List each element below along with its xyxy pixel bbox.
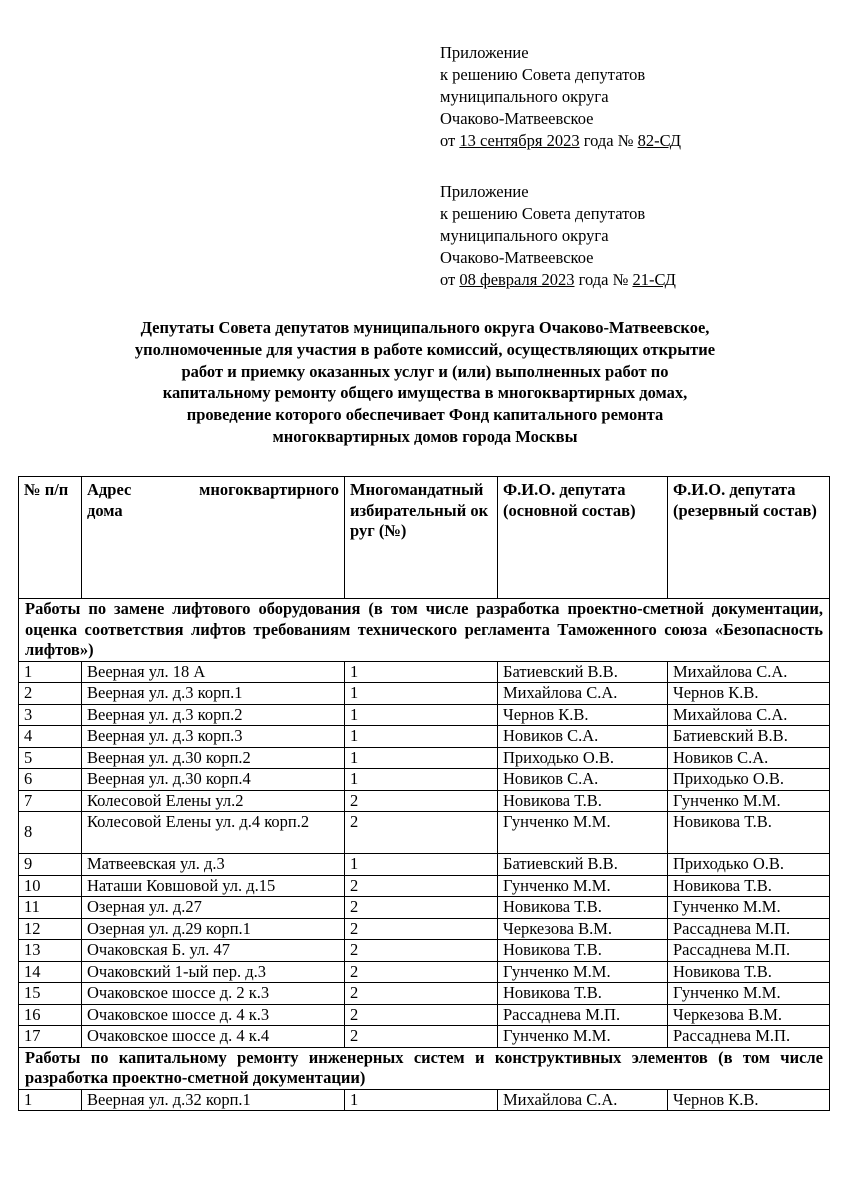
table-row (19, 704, 830, 726)
appendix-label: Приложение (440, 43, 529, 62)
cell-district: 1 (345, 683, 498, 705)
document-title: Депутаты Совета депутатов муниципального округа Очаково-Матвеевское, уполномоченные для участия в работе комиссий, осуществляющих открытие работ и приемку оказанных услуг и (или) выполненных работ по капитальному ремонту общего имущества в многоквартирных домах, проведение которого обеспечивает Фонд капитального ремонта многоквартирных домов города Москвы (134, 318, 716, 446)
appendix-header-current (440, 42, 681, 152)
table-row (19, 661, 830, 683)
cell-address: Веерная ул. д.32 корп.1 (82, 1089, 345, 1111)
cell-district: 1 (345, 1089, 498, 1111)
cell-main: Черкезова В.М. (498, 918, 668, 940)
cell-main: Новиков С.А. (498, 769, 668, 791)
table-row (19, 747, 830, 769)
appendix-number: 82-СД (637, 131, 682, 150)
table-row (19, 918, 830, 940)
cell-district: 1 (345, 704, 498, 726)
cell-reserve: Михайлова С.А. (668, 661, 830, 683)
cell-num: 14 (19, 961, 82, 983)
header-district: Многомандатный избирательный округ (№) (345, 477, 498, 599)
cell-reserve: Гунченко М.М. (668, 790, 830, 812)
cell-num: 15 (19, 983, 82, 1005)
cell-district: 1 (345, 769, 498, 791)
cell-main: Михайлова С.А. (498, 683, 668, 705)
header-address: Адрес многоквартирного дома (82, 477, 345, 599)
table-row (19, 726, 830, 748)
cell-district: 1 (345, 747, 498, 769)
cell-main: Рассаднева М.П. (498, 1004, 668, 1026)
cell-address: Веерная ул. д.30 корп.4 (82, 769, 345, 791)
cell-num: 7 (19, 790, 82, 812)
cell-district: 2 (345, 1004, 498, 1026)
cell-address: Очаковское шоссе д. 4 к.4 (82, 1026, 345, 1048)
cell-reserve: Приходько О.В. (668, 854, 830, 876)
section-title: Работы по замене лифтового оборудования (в том числе разработка проектно-сметной документации, оценка соответствия лифтов требованиям технического регламента Таможенного союза «Безопасность лифтов») (19, 599, 830, 662)
table-row (19, 854, 830, 876)
cell-reserve: Чернов К.В. (668, 1089, 830, 1111)
table-row (19, 961, 830, 983)
section-title: Работы по капитальному ремонту инженерных систем и конструктивных элементов (в том числе разработка проектно-сметной документации) (19, 1047, 830, 1089)
table-row (19, 790, 830, 812)
cell-district: 2 (345, 961, 498, 983)
cell-address: Веерная ул. д.3 корп.2 (82, 704, 345, 726)
appendix-date-line: от 08 февраля 2023 года № 21-СД (440, 270, 676, 289)
table-row (19, 1026, 830, 1048)
cell-num: 4 (19, 726, 82, 748)
cell-address: Очаковская Б. ул. 47 (82, 940, 345, 962)
cell-address: Веерная ул. д.3 корп.1 (82, 683, 345, 705)
cell-reserve: Батиевский В.В. (668, 726, 830, 748)
appendix-label: Приложение (440, 182, 529, 201)
cell-district: 1 (345, 661, 498, 683)
cell-num: 11 (19, 897, 82, 919)
cell-main: Новикова Т.В. (498, 897, 668, 919)
table-row (19, 940, 830, 962)
cell-num: 2 (19, 683, 82, 705)
deputies-table (18, 476, 830, 1111)
cell-main: Гунченко М.М. (498, 1026, 668, 1048)
cell-address: Колесовой Елены ул. д.4 корп.2 (82, 812, 345, 854)
cell-district: 2 (345, 940, 498, 962)
cell-address: Наташи Ковшовой ул. д.15 (82, 875, 345, 897)
cell-address: Очаковский 1-ый пер. д.3 (82, 961, 345, 983)
cell-address: Озерная ул. д.27 (82, 897, 345, 919)
cell-main: Гунченко М.М. (498, 812, 668, 854)
cell-num: 1 (19, 1089, 82, 1111)
appendix-date-line: от 13 сентября 2023 года № 82-СД (440, 131, 682, 150)
table-row (19, 897, 830, 919)
cell-main: Батиевский В.В. (498, 661, 668, 683)
cell-num: 16 (19, 1004, 82, 1026)
cell-num: 3 (19, 704, 82, 726)
cell-main: Новикова Т.В. (498, 983, 668, 1005)
cell-address: Очаковское шоссе д. 4 к.3 (82, 1004, 345, 1026)
cell-reserve: Чернов К.В. (668, 683, 830, 705)
cell-num: 17 (19, 1026, 82, 1048)
cell-address: Озерная ул. д.29 корп.1 (82, 918, 345, 940)
cell-district: 2 (345, 897, 498, 919)
cell-reserve: Приходько О.В. (668, 769, 830, 791)
table-row (19, 769, 830, 791)
cell-num: 10 (19, 875, 82, 897)
cell-district: 2 (345, 875, 498, 897)
appendix-decision: к решению Совета депутатов (440, 65, 646, 84)
cell-address: Колесовой Елены ул.2 (82, 790, 345, 812)
cell-district: 2 (345, 1026, 498, 1048)
cell-address: Веерная ул. д.3 корп.3 (82, 726, 345, 748)
table-row (19, 875, 830, 897)
header-reserve-deputy: Ф.И.О. депутата (резервный состав) (668, 477, 830, 599)
appendix-municipality: муниципального округа (440, 226, 609, 245)
cell-reserve: Гунченко М.М. (668, 897, 830, 919)
cell-reserve: Новиков С.А. (668, 747, 830, 769)
cell-address: Очаковское шоссе д. 2 к.3 (82, 983, 345, 1005)
table-row (19, 983, 830, 1005)
cell-main: Приходько О.В. (498, 747, 668, 769)
cell-reserve: Черкезова В.М. (668, 1004, 830, 1026)
appendix-municipality: муниципального округа (440, 87, 609, 106)
cell-main: Новикова Т.В. (498, 940, 668, 962)
header-num: № п/п (19, 477, 82, 599)
cell-reserve: Новикова Т.В. (668, 961, 830, 983)
cell-reserve: Гунченко М.М. (668, 983, 830, 1005)
cell-num: 5 (19, 747, 82, 769)
cell-num: 9 (19, 854, 82, 876)
cell-num: 8 (19, 812, 82, 854)
appendix-district-name: Очаково-Матвеевское (440, 109, 594, 128)
cell-district: 2 (345, 983, 498, 1005)
cell-main: Батиевский В.В. (498, 854, 668, 876)
table-row (19, 1004, 830, 1026)
cell-num: 6 (19, 769, 82, 791)
appendix-header-previous (440, 181, 676, 291)
cell-reserve: Новикова Т.В. (668, 875, 830, 897)
cell-reserve: Михайлова С.А. (668, 704, 830, 726)
cell-num: 13 (19, 940, 82, 962)
table-row (19, 1089, 830, 1111)
cell-district: 2 (345, 812, 498, 854)
cell-address: Матвеевская ул. д.3 (82, 854, 345, 876)
cell-district: 2 (345, 790, 498, 812)
cell-reserve: Рассаднева М.П. (668, 1026, 830, 1048)
cell-main: Чернов К.В. (498, 704, 668, 726)
cell-main: Гунченко М.М. (498, 875, 668, 897)
appendix-decision: к решению Совета депутатов (440, 204, 646, 223)
cell-district: 1 (345, 854, 498, 876)
cell-main: Михайлова С.А. (498, 1089, 668, 1111)
table-header-row (19, 477, 830, 599)
cell-main: Новикова Т.В. (498, 790, 668, 812)
cell-main: Новиков С.А. (498, 726, 668, 748)
appendix-date: 13 сентября 2023 (459, 131, 580, 150)
cell-address: Веерная ул. 18 А (82, 661, 345, 683)
table-row (19, 812, 830, 854)
cell-reserve: Новикова Т.В. (668, 812, 830, 854)
header-main-deputy: Ф.И.О. депутата (основной состав) (498, 477, 668, 599)
cell-main: Гунченко М.М. (498, 961, 668, 983)
cell-district: 2 (345, 918, 498, 940)
cell-num: 1 (19, 661, 82, 683)
cell-address: Веерная ул. д.30 корп.2 (82, 747, 345, 769)
appendix-district-name: Очаково-Матвеевское (440, 248, 594, 267)
section-row (19, 599, 830, 662)
cell-reserve: Рассаднева М.П. (668, 918, 830, 940)
section-row (19, 1047, 830, 1089)
cell-num: 12 (19, 918, 82, 940)
cell-reserve: Рассаднева М.П. (668, 940, 830, 962)
table-row (19, 683, 830, 705)
appendix-date: 08 февраля 2023 (459, 270, 575, 289)
cell-district: 1 (345, 726, 498, 748)
appendix-number: 21-СД (632, 270, 676, 289)
